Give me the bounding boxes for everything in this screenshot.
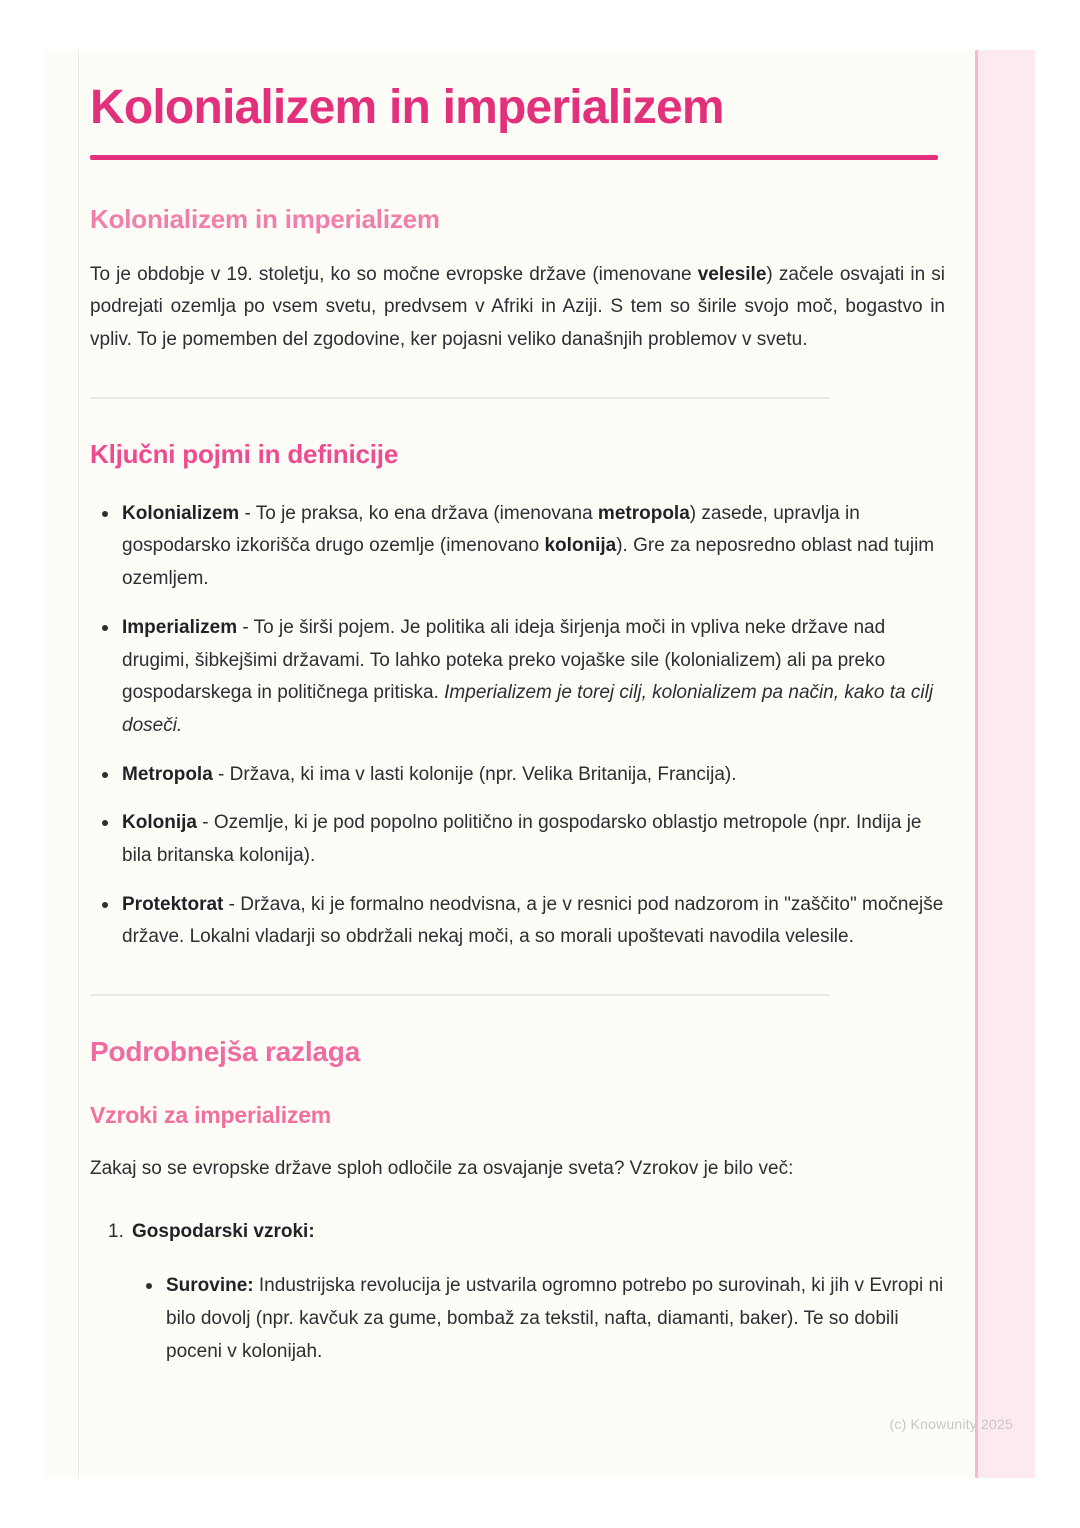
term-bold-metropola: metropola: [597, 502, 690, 524]
heading-detailed: Podrobnejša razlaga: [90, 1035, 361, 1067]
term-text-c: ) zasede, upravlja in gospodarsko izkorišča drugo ozemlje (imenovano: [122, 502, 860, 557]
term-metropola: Metropola: [122, 763, 213, 785]
term-bold-kolonija: kolonija: [544, 535, 617, 557]
intro-part2: ) začele osvajati in si podrejati ozemlja po vsem svetu, predvsem v Afriki in Aziji. S tem so širile svojo moč, bogastvo in vpliv. To je pomemben del zgodovine, ker pojasni veliko današnjih problemov v svetu.: [90, 263, 945, 351]
page-title: Kolonializem in imperializem: [90, 81, 724, 134]
term-italic-note: Imperializem je torej cilj, kolonializem pa način, kako ta cilj doseči.: [122, 682, 934, 736]
document-content: [90, 50, 945, 1478]
list-item: [132, 1216, 945, 1369]
page-edge-rule: [975, 50, 978, 1478]
term-protektorat: Protektorat: [122, 893, 224, 915]
list-item: [122, 498, 945, 596]
list-item: [122, 612, 945, 743]
detailed-paragraph: Zakaj so se evropske države sploh odločile za osvajanje sveta? Vzrokov je bilo več:: [90, 1157, 794, 1179]
term-text-e: ). Gre za neposredno oblast nad tujim ozemljem.: [122, 535, 935, 590]
term-kolonija: Kolonija: [122, 812, 197, 834]
heading-key-terms: Ključni pojmi in definicije: [90, 438, 399, 469]
intro-paragraph: [90, 259, 945, 357]
page-edge-band: [978, 50, 1035, 1478]
intro-bold-velesile: velesile: [697, 263, 767, 285]
term-text-a: - To je širši pojem. Je politika ali ideja širjenja moči in vpliva neke države nad drugimi, šibkejšimi državami. To lahko poteka preko vojaške sile (kolonializem) ali pa preko gospodarskega in političnega pritiska.: [122, 616, 886, 704]
intro-part1: To je obdobje v 19. stoletju, ko so močne evropske države (imenovane: [90, 263, 698, 285]
key-terms-list: [90, 498, 945, 954]
document-page: [45, 50, 1035, 1478]
economic-sub-list: [132, 1270, 945, 1368]
term-text-a: - Ozemlje, ki je pod popolno politično in gospodarsko oblastjo metropole (npr. Indija je bila britanska kolonija).: [122, 812, 922, 866]
subterm-text: Industrijska revolucija je ustvarila ogromno potrebo po surovinah, ki jih v Evropi ni bilo dovolj (npr. kavčuk za gume, bombaž za tekstil, nafta, diamanti, baker). Te so dobili poceni v kolonijah.: [166, 1275, 944, 1362]
term-imperializem: Imperializem: [122, 616, 238, 638]
watermark: (c) Knowunity 2025: [889, 1416, 1013, 1432]
left-margin-rule: [78, 50, 79, 1478]
term-text-a: - To je praksa, ko ena država (imenovana: [239, 502, 598, 524]
numbered-label-economic: Gospodarski vzroki:: [132, 1220, 315, 1242]
term-text-a: - Država, ki je formalno neodvisna, a je v resnici pod nadzorom in "zaščito" močnejše države. Lokalni vladarji so obdržali nekaj moči, a so morali upoštevati navodila velesile.: [122, 893, 944, 948]
list-item: [122, 807, 945, 872]
subheading-causes: Vzroki za imperializem: [90, 1101, 332, 1128]
term-text-a: - Država, ki ima v lasti kolonije (npr. Velika Britanija, Francija).: [212, 763, 737, 785]
list-item: [166, 1270, 945, 1368]
heading-intro: Kolonializem in imperializem: [90, 203, 440, 234]
term-kolonializem: Kolonializem: [122, 502, 240, 524]
list-item: [122, 889, 945, 954]
causes-numbered-list: [90, 1216, 945, 1369]
list-item: [122, 759, 945, 792]
subterm-surovine: Surovine:: [166, 1275, 254, 1297]
